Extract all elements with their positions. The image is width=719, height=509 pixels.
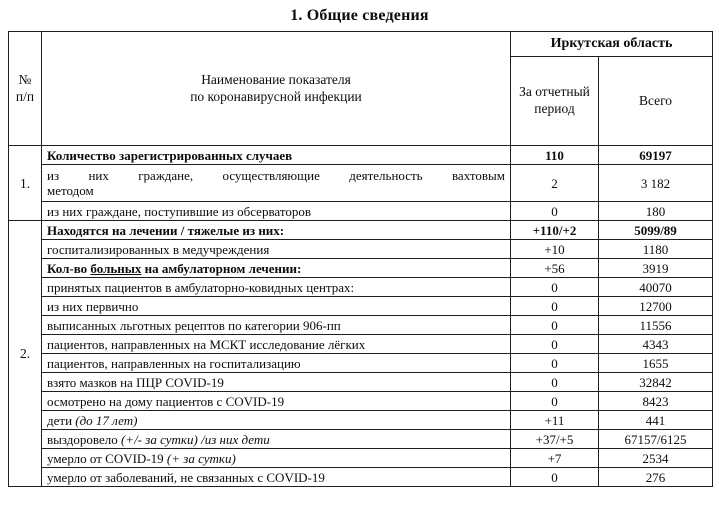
total-value-cell: 1655 <box>599 354 713 373</box>
indicator-label-text: Кол-во <box>47 261 91 276</box>
total-value-cell: 8423 <box>599 392 713 411</box>
column-header-total: Всего <box>599 57 713 146</box>
row-number-cell: 2. <box>9 221 42 487</box>
period-value-cell: 0 <box>511 468 599 487</box>
total-value-cell: 69197 <box>599 146 713 165</box>
indicator-label-cell <box>42 354 511 373</box>
total-value-cell: 67157/6125 <box>599 430 713 449</box>
indicator-label-cell <box>42 411 511 430</box>
total-value-cell: 11556 <box>599 316 713 335</box>
indicator-label-cell <box>42 468 511 487</box>
table-row <box>9 354 713 373</box>
total-value-cell: 2534 <box>599 449 713 468</box>
table-row <box>9 468 713 487</box>
indicator-label-text: из них граждане, поступившие из обсерваторов <box>47 204 312 219</box>
indicator-label-text: умерло от COVID-19 <box>47 451 167 466</box>
indicator-label-text: из них первично <box>47 299 139 314</box>
indicator-label-cell <box>42 146 511 165</box>
indicator-label-line: из них граждане, осуществляющие деятельность вахтовым <box>47 168 505 183</box>
period-value-cell: 0 <box>511 335 599 354</box>
indicator-label-text: Находятся на лечении / тяжелые из них: <box>47 223 285 238</box>
page-title: 1. Общие сведения <box>290 7 429 24</box>
total-value-cell: 3919 <box>599 259 713 278</box>
period-value-cell: +7 <box>511 449 599 468</box>
period-value-cell: 0 <box>511 202 599 221</box>
table-body <box>9 146 713 487</box>
total-value-cell: 40070 <box>599 278 713 297</box>
table-row <box>9 430 713 449</box>
indicator-label-cell <box>42 278 511 297</box>
table-row <box>9 316 713 335</box>
indicator-label-text: осмотрено на дому пациентов с COVID-19 <box>47 394 285 409</box>
general-info-table <box>8 31 713 487</box>
total-value-cell: 32842 <box>599 373 713 392</box>
indicator-label-cell <box>42 373 511 392</box>
indicator-label-cell <box>42 297 511 316</box>
indicator-label-cell <box>42 221 511 240</box>
column-header-row-number <box>9 32 42 146</box>
indicator-label-italic: (+/- за сутки) /из них дети <box>120 432 270 447</box>
total-value-cell: 5099/89 <box>599 221 713 240</box>
indicator-label-text: пациентов, направленных на МСКТ исследование лёгких <box>47 337 366 352</box>
indicator-label-text: взято мазков на ПЦР COVID-19 <box>47 375 224 390</box>
table-row <box>9 146 713 165</box>
period-value-cell: 0 <box>511 316 599 335</box>
table-row <box>9 297 713 316</box>
total-value-cell: 4343 <box>599 335 713 354</box>
indicator-label-text: дети <box>47 413 76 428</box>
header-row-region <box>9 32 713 57</box>
indicator-label-text: Количество зарегистрированных случаев <box>47 148 293 163</box>
indicator-label-cell <box>42 392 511 411</box>
table-row <box>9 202 713 221</box>
period-value-cell: 0 <box>511 392 599 411</box>
table-row <box>9 373 713 392</box>
indicator-label-cell <box>42 259 511 278</box>
table-row <box>9 411 713 430</box>
indicator-label-line: методом <box>47 183 94 198</box>
table-row <box>9 335 713 354</box>
period-value-cell: 2 <box>511 165 599 202</box>
num-header-line1: № <box>18 71 32 87</box>
indicator-label-cell <box>42 335 511 354</box>
table-row <box>9 240 713 259</box>
indicator-label-cell <box>42 316 511 335</box>
table-row <box>9 278 713 297</box>
period-value-cell: 110 <box>511 146 599 165</box>
indicator-label-text: на амбулаторном лечении: <box>141 261 302 276</box>
indicator-label-italic: (+ за сутки) <box>166 451 236 466</box>
indicator-label-underlined: больных <box>90 261 142 276</box>
total-value-cell: 12700 <box>599 297 713 316</box>
name-header-line1: Наименование показателя <box>201 71 351 87</box>
table-header <box>9 32 713 146</box>
indicator-label-text: госпитализированных в медучреждения <box>47 242 270 257</box>
period-value-cell: +10 <box>511 240 599 259</box>
total-value-cell: 441 <box>599 411 713 430</box>
total-value-cell: 1180 <box>599 240 713 259</box>
indicator-label-cell <box>42 202 511 221</box>
total-value-cell: 180 <box>599 202 713 221</box>
indicator-label-text: выздоровело <box>47 432 121 447</box>
period-value-cell: 0 <box>511 297 599 316</box>
row-number-cell: 1. <box>9 146 42 221</box>
period-value-cell: 0 <box>511 278 599 297</box>
total-value-cell: 3 182 <box>599 165 713 202</box>
column-header-region: Иркутская область <box>511 32 713 57</box>
period-value-cell: 0 <box>511 373 599 392</box>
indicator-label-text: выписанных льготных рецептов по категории 906-пп <box>47 318 341 333</box>
table-row <box>9 392 713 411</box>
indicator-label-italic: (до 17 лет) <box>75 413 138 428</box>
indicator-label-cell <box>42 240 511 259</box>
period-value-cell: +56 <box>511 259 599 278</box>
period-value-cell: +110/+2 <box>511 221 599 240</box>
column-header-reporting-period: За отчетный период <box>511 57 599 146</box>
indicator-label-text: принятых пациентов в амбулаторно-ковидных центрах: <box>47 280 355 295</box>
column-header-indicator-name <box>42 32 511 146</box>
indicator-label-cell <box>42 430 511 449</box>
period-value-cell: +11 <box>511 411 599 430</box>
indicator-label-cell <box>42 165 511 202</box>
table-row <box>9 221 713 240</box>
num-header-line2: п/п <box>15 88 35 104</box>
indicator-label-text: пациентов, направленных на госпитализацию <box>47 356 301 371</box>
indicator-label-cell <box>42 449 511 468</box>
period-value-cell: 0 <box>511 354 599 373</box>
name-header-line2: по коронавирусной инфекции <box>190 88 362 104</box>
indicator-label-text: умерло от заболеваний, не связанных с COVID-19 <box>47 470 325 485</box>
table-row <box>9 259 713 278</box>
table-row <box>9 449 713 468</box>
period-value-cell: +37/+5 <box>511 430 599 449</box>
total-value-cell: 276 <box>599 468 713 487</box>
table-row <box>9 165 713 202</box>
